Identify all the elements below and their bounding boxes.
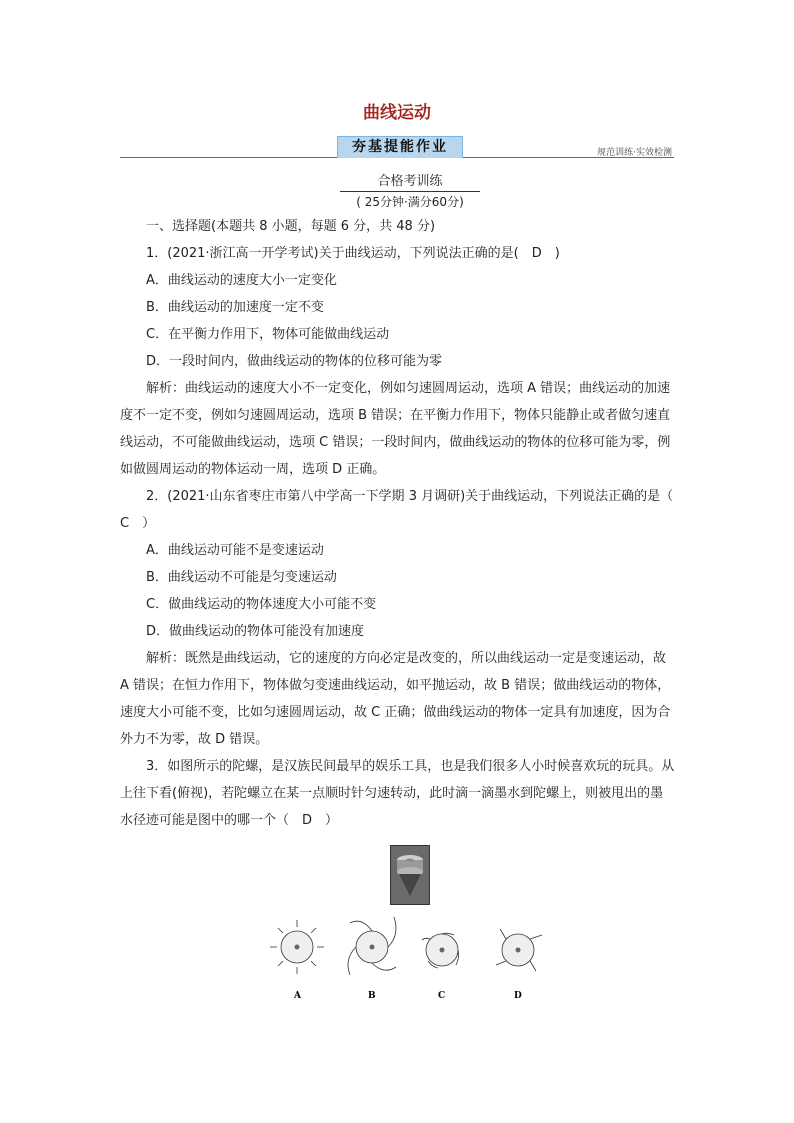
- question-option: A．曲线运动可能不是变速运动: [146, 543, 324, 558]
- answer-diagrams: [262, 905, 552, 1015]
- banner-label: 夯基提能作业: [337, 136, 463, 158]
- subhead: [340, 170, 480, 210]
- banner-note: 规范训练·实效检测: [597, 148, 672, 158]
- question-analysis: 解析：既然是曲线运动，它的速度的方向必定是改变的，所以曲线运动一定是变速运动，故 A 错误；在恒力作用下，物体做匀变速曲线运动，如平抛运动，故 B 错误；做曲线运动的物体，速度大小可能不变，比如匀速圆周运动，故 C 正确；做曲线运动的物体一定具有加速度，因为合外力不为零，故 D 错误。: [120, 651, 671, 747]
- question-option: B．曲线运动的加速度一定不变: [146, 300, 324, 315]
- question-option: C．在平衡力作用下，物体可能做曲线运动: [146, 327, 390, 342]
- page-title: 曲线运动: [363, 103, 431, 123]
- diagram-label: C: [438, 991, 446, 1001]
- diagram-b: [348, 917, 396, 1001]
- diagram-a: [270, 920, 324, 1001]
- diagram-label: A: [294, 991, 301, 1001]
- question-option: A．曲线运动的速度大小一定变化: [146, 273, 337, 288]
- question-option: D．做曲线运动的物体可能没有加速度: [146, 624, 365, 639]
- section-heading: 一、选择题(本题共 8 小题，每题 6 分，共 48 分): [146, 219, 436, 234]
- diagram-d: [496, 929, 542, 1001]
- question-stem: 3．如图所示的陀螺，是汉族民间最早的娱乐工具，也是我们很多人小时候喜欢玩的玩具。从上往下看(俯视)，若陀螺立在某一点顺时针匀速转动，此时滴一滴墨水到陀螺上，则被甩出的墨水径迹可能是图中的哪一个（ D ）: [120, 759, 675, 828]
- question-content: [120, 213, 687, 834]
- question-analysis: 解析：曲线运动的速度大小不一定变化，例如匀速圆周运动，选项 A 错误；曲线运动的加速度不一定不变，例如匀速圆周运动，选项 B 错误；在平衡力作用下，物体只能静止或者做匀速直线运动，不可能做曲线运动，选项 C 错误；一段时间内，做曲线运动的物体的位移可能为零，例如做圆周运动的物体运动一周，选项 D 正确。: [120, 381, 671, 477]
- subhead-title: 合格考训练: [340, 170, 480, 192]
- spinning-top-photo: [390, 845, 430, 905]
- question-option: C．做曲线运动的物体速度大小可能不变: [146, 597, 377, 612]
- question-option: B．曲线运动不可能是匀变速运动: [146, 570, 337, 585]
- diagram-c: [422, 933, 459, 1001]
- question-stem: 2．(2021·山东省枣庄市第八中学高一下学期 3 月调研)关于曲线运动，下列说法正确的是（ C ）: [120, 489, 687, 531]
- question-option: D．一段时间内，做曲线运动的物体的位移可能为零: [146, 354, 443, 369]
- diagram-label: B: [368, 991, 376, 1001]
- diagram-label: D: [514, 991, 522, 1001]
- subhead-meta: ( 25分钟·满分60分): [356, 195, 464, 209]
- question-stem: 1．(2021·浙江高一开学考试)关于曲线运动，下列说法正确的是( D ): [146, 246, 560, 261]
